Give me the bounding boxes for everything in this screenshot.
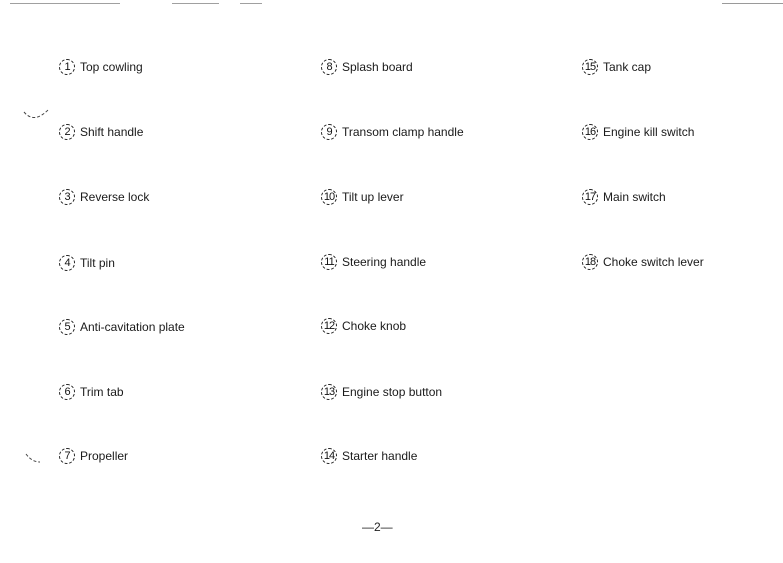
page-number: —2— — [362, 520, 393, 534]
part-item-1 — [59, 57, 143, 77]
part-item-14 — [321, 446, 417, 466]
part-label: Transom clamp handle — [342, 125, 464, 139]
circled-number: 15 — [582, 59, 598, 75]
part-item-2 — [59, 122, 143, 142]
circled-number: 14 — [321, 448, 337, 464]
part-item-4 — [59, 253, 115, 273]
part-label: Starter handle — [342, 449, 418, 463]
circled-number: 8 — [321, 59, 337, 75]
part-label: Anti-cavitation plate — [80, 320, 185, 334]
part-label: Main switch — [603, 190, 666, 204]
part-label: Tilt up lever — [342, 190, 404, 204]
part-label: Reverse lock — [80, 190, 150, 204]
top-scan-artifact — [199, 3, 219, 4]
circled-number: 6 — [59, 384, 75, 400]
part-label: Steering handle — [342, 255, 427, 269]
part-label: Tank cap — [603, 60, 652, 74]
part-item-18 — [582, 252, 704, 272]
part-label: Trim tab — [80, 385, 124, 399]
circled-number: 7 — [59, 448, 75, 464]
part-item-17 — [582, 187, 666, 207]
circled-number: 12 — [321, 318, 337, 334]
circled-number: 5 — [59, 319, 75, 335]
part-label: Splash board — [342, 60, 413, 74]
part-item-10 — [321, 187, 404, 207]
circled-number: 4 — [59, 255, 75, 271]
circled-number: 18 — [582, 254, 598, 270]
part-label: Choke switch lever — [603, 255, 704, 269]
part-item-16 — [582, 122, 694, 142]
part-item-15 — [582, 57, 651, 77]
circled-number: 13 — [321, 384, 337, 400]
part-label: Shift handle — [80, 125, 144, 139]
circled-number: 10 — [321, 189, 337, 205]
circled-number: 17 — [582, 189, 598, 205]
top-scan-artifact — [10, 3, 120, 4]
circled-number: 9 — [321, 124, 337, 140]
part-label: Choke knob — [342, 319, 407, 333]
part-item-9 — [321, 122, 464, 142]
part-label: Engine stop button — [342, 385, 443, 399]
circled-number: 11 — [321, 254, 337, 270]
top-rule — [722, 3, 783, 4]
part-label: Top cowling — [80, 60, 143, 74]
margin-curve-mark — [22, 108, 52, 124]
part-item-3 — [59, 187, 149, 207]
part-label: Propeller — [80, 449, 129, 463]
circled-number: 3 — [59, 189, 75, 205]
part-item-6 — [59, 382, 124, 402]
part-label: Tilt pin — [80, 256, 115, 270]
circled-number: 2 — [59, 124, 75, 140]
part-item-12 — [321, 316, 406, 336]
margin-curve-mark — [24, 452, 44, 466]
part-item-5 — [59, 317, 185, 337]
circled-number: 1 — [59, 59, 75, 75]
part-item-8 — [321, 57, 413, 77]
part-item-7 — [59, 446, 128, 466]
part-item-13 — [321, 382, 442, 402]
circled-number: 16 — [582, 124, 598, 140]
part-item-11 — [321, 252, 426, 272]
part-label: Engine kill switch — [603, 125, 695, 139]
